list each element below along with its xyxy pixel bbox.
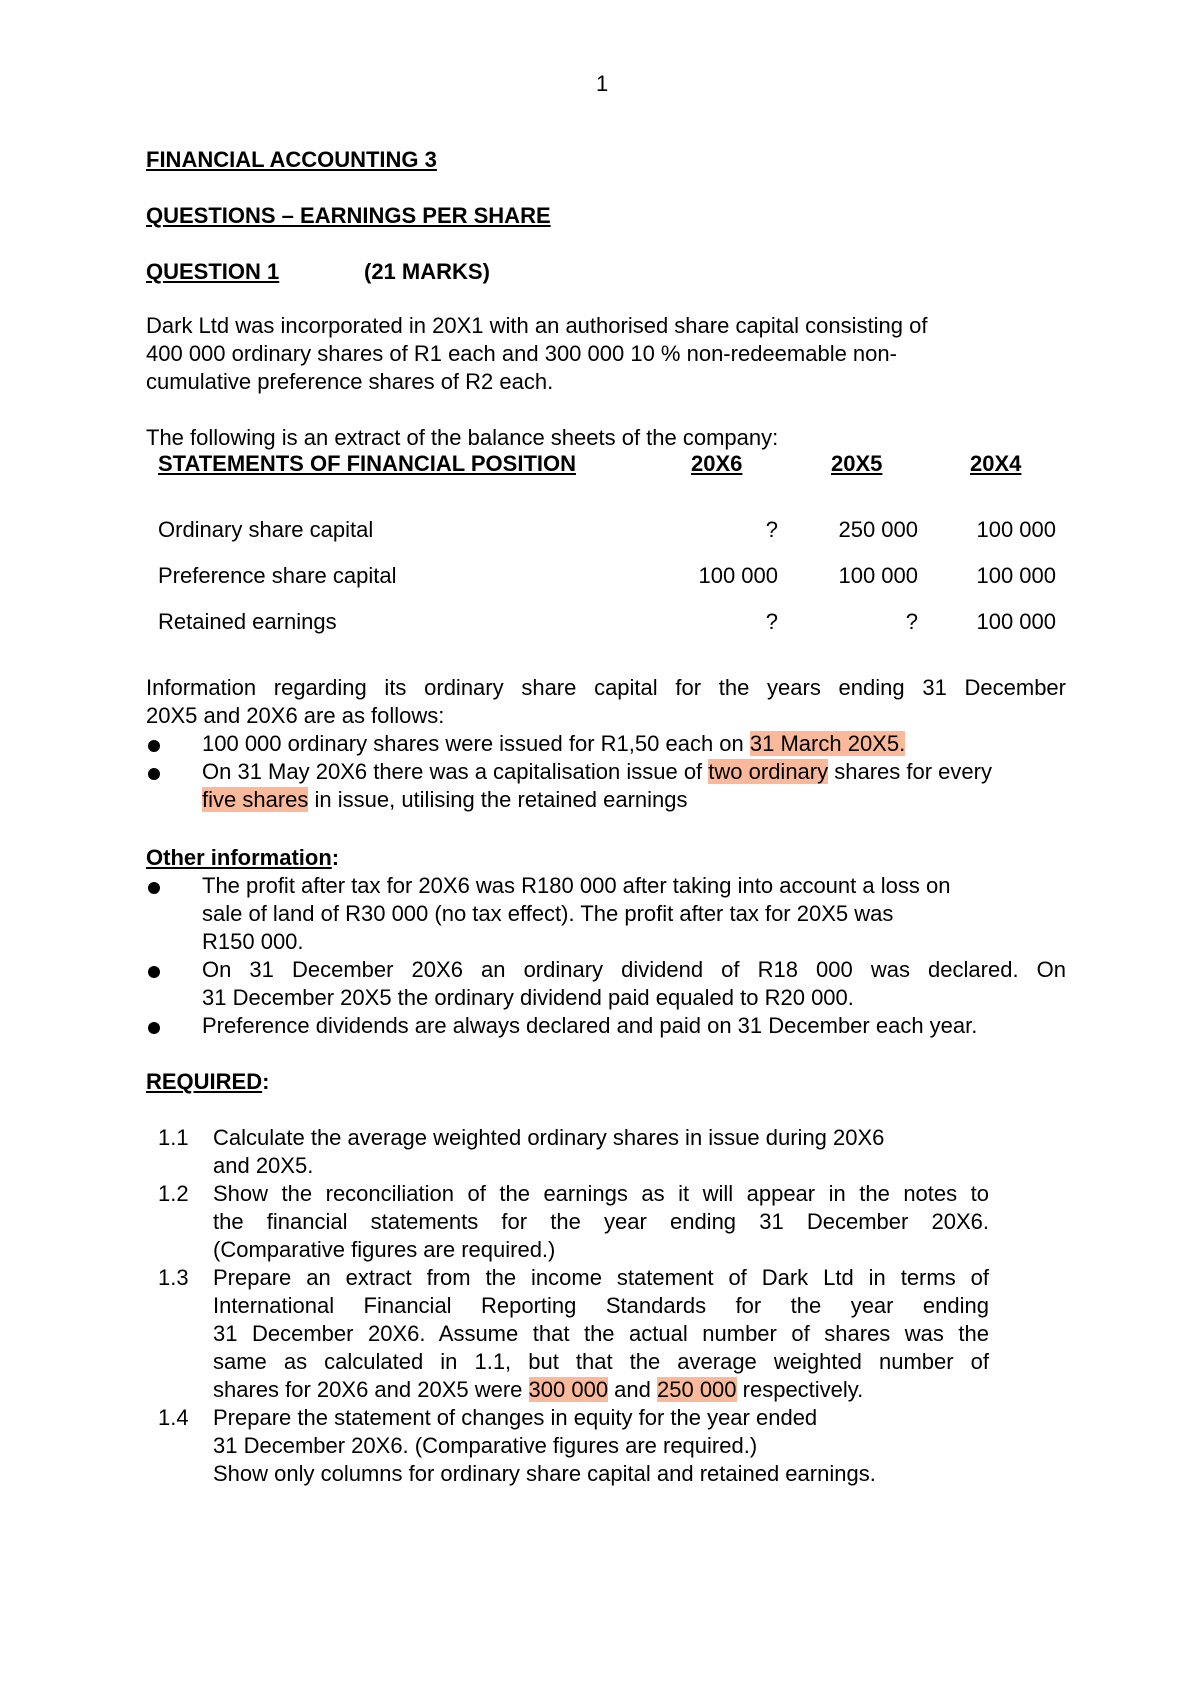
heading-colon: : [262, 1069, 270, 1094]
intro-line: 400 000 ordinary shares of R1 each and 300 000 10 % non-redeemable non- [146, 341, 897, 366]
row-label: Retained earnings [158, 609, 337, 634]
required-item-line: and 20X5. [213, 1153, 314, 1178]
required-item-line: Show only columns for ordinary share capital and retained earnings. [213, 1461, 876, 1486]
cell-value: 250 000 [838, 517, 918, 542]
row-label: Preference share capital [158, 563, 397, 588]
required-item-line: Show the reconciliation of the earnings as it will appear in the notes to [213, 1181, 989, 1206]
other-bullet-line: sale of land of R30 000 (no tax effect). The profit after tax for 20X5 was [202, 901, 894, 926]
other-info-heading [146, 844, 339, 872]
required-heading [146, 1068, 269, 1096]
required-item-number: 1.2 [158, 1181, 189, 1206]
required-item-line: same as calculated in 1.1, but that the average weighted number of [213, 1349, 989, 1374]
heading-colon: : [331, 845, 340, 870]
share-info-bullet [202, 730, 905, 758]
bullet-icon [148, 966, 160, 978]
required-item-line: International Financial Reporting Standards for the year ending [213, 1293, 989, 1318]
highlighted-number: 300 000 [528, 1377, 609, 1402]
highlighted-date: 31 March 20X5. [749, 731, 906, 756]
required-item-line: 31 December 20X6. Assume that the actual number of shares was the [213, 1321, 989, 1346]
topic-title: QUESTIONS – EARNINGS PER SHARE [146, 203, 551, 228]
share-info-bullet [202, 758, 992, 786]
required-item-number: 1.4 [158, 1405, 189, 1430]
bullet-icon [148, 768, 160, 780]
cell-value: 100 000 [976, 563, 1056, 588]
other-bullet-line: The profit after tax for 20X6 was R180 000 after taking into account a loss on [202, 873, 951, 898]
page-number: 1 [596, 71, 609, 96]
question-marks: (21 MARKS) [364, 259, 490, 284]
intro-line: Dark Ltd was incorporated in 20X1 with an authorised share capital consisting of [146, 313, 928, 338]
bullet-text: On 31 May 20X6 there was a capitalisation issue of [202, 759, 709, 784]
cell-value: 100 000 [838, 563, 918, 588]
required-item-number: 1.1 [158, 1125, 189, 1150]
other-info-heading-text: Other information [146, 845, 332, 870]
cell-value: ? [765, 517, 778, 542]
line-text: respectively. [736, 1377, 864, 1402]
cell-value: 100 000 [976, 517, 1056, 542]
line-text: shares for 20X6 and 20X5 were [213, 1377, 529, 1402]
bullet-text: shares for every [828, 759, 992, 784]
highlighted-text: two ordinary [708, 759, 829, 784]
share-info-line: 20X5 and 20X6 are as follows: [146, 703, 445, 728]
bullet-icon [148, 882, 160, 894]
share-info-bullet-cont [202, 786, 688, 814]
other-bullet-line: R150 000. [202, 929, 304, 954]
cell-value: 100 000 [698, 563, 778, 588]
required-item-line: Calculate the average weighted ordinary shares in issue during 20X6 [213, 1125, 885, 1150]
sofp-heading: STATEMENTS OF FINANCIAL POSITION [158, 451, 576, 476]
required-item-line [213, 1376, 863, 1404]
cell-value: 100 000 [976, 609, 1056, 634]
share-info-line: Information regarding its ordinary share capital for the years ending 31 December [146, 675, 1066, 700]
extract-intro: The following is an extract of the balance sheets of the company: [146, 425, 779, 450]
highlighted-number: 250 000 [657, 1377, 737, 1402]
row-label: Ordinary share capital [158, 517, 374, 542]
sofp-col-header: 20X6 [691, 451, 743, 476]
question-heading: QUESTION 1 [146, 259, 280, 284]
required-item-line: Prepare the statement of changes in equity for the year ended [213, 1405, 818, 1430]
required-item-number: 1.3 [158, 1265, 189, 1290]
highlighted-text: five shares [202, 787, 309, 812]
bullet-icon [148, 740, 160, 752]
other-bullet-line: 31 December 20X5 the ordinary dividend paid equaled to R20 000. [202, 985, 854, 1010]
sofp-col-header: 20X4 [970, 451, 1022, 476]
required-item-line: Prepare an extract from the income statement of Dark Ltd in terms of [213, 1265, 989, 1290]
line-text: and [608, 1377, 657, 1402]
sofp-col-header: 20X5 [831, 451, 883, 476]
required-item-line: 31 December 20X6. (Comparative figures are required.) [213, 1433, 758, 1458]
bullet-icon [148, 1022, 160, 1034]
cell-value: ? [905, 609, 918, 634]
other-bullet-line: Preference dividends are always declared and paid on 31 December each year. [202, 1013, 978, 1038]
required-heading-text: REQUIRED [146, 1069, 263, 1094]
other-bullet-line: On 31 December 20X6 an ordinary dividend of R18 000 was declared. On [202, 957, 1066, 982]
required-item-line: (Comparative figures are required.) [213, 1237, 556, 1262]
intro-line: cumulative preference shares of R2 each. [146, 369, 554, 394]
bullet-text: in issue, utilising the retained earnings [308, 787, 688, 812]
cell-value: ? [765, 609, 778, 634]
required-item-line: the financial statements for the year ending 31 December 20X6. [213, 1209, 989, 1234]
bullet-text: 100 000 ordinary shares were issued for R1,50 each on [202, 731, 750, 756]
course-title: FINANCIAL ACCOUNTING 3 [146, 147, 437, 172]
